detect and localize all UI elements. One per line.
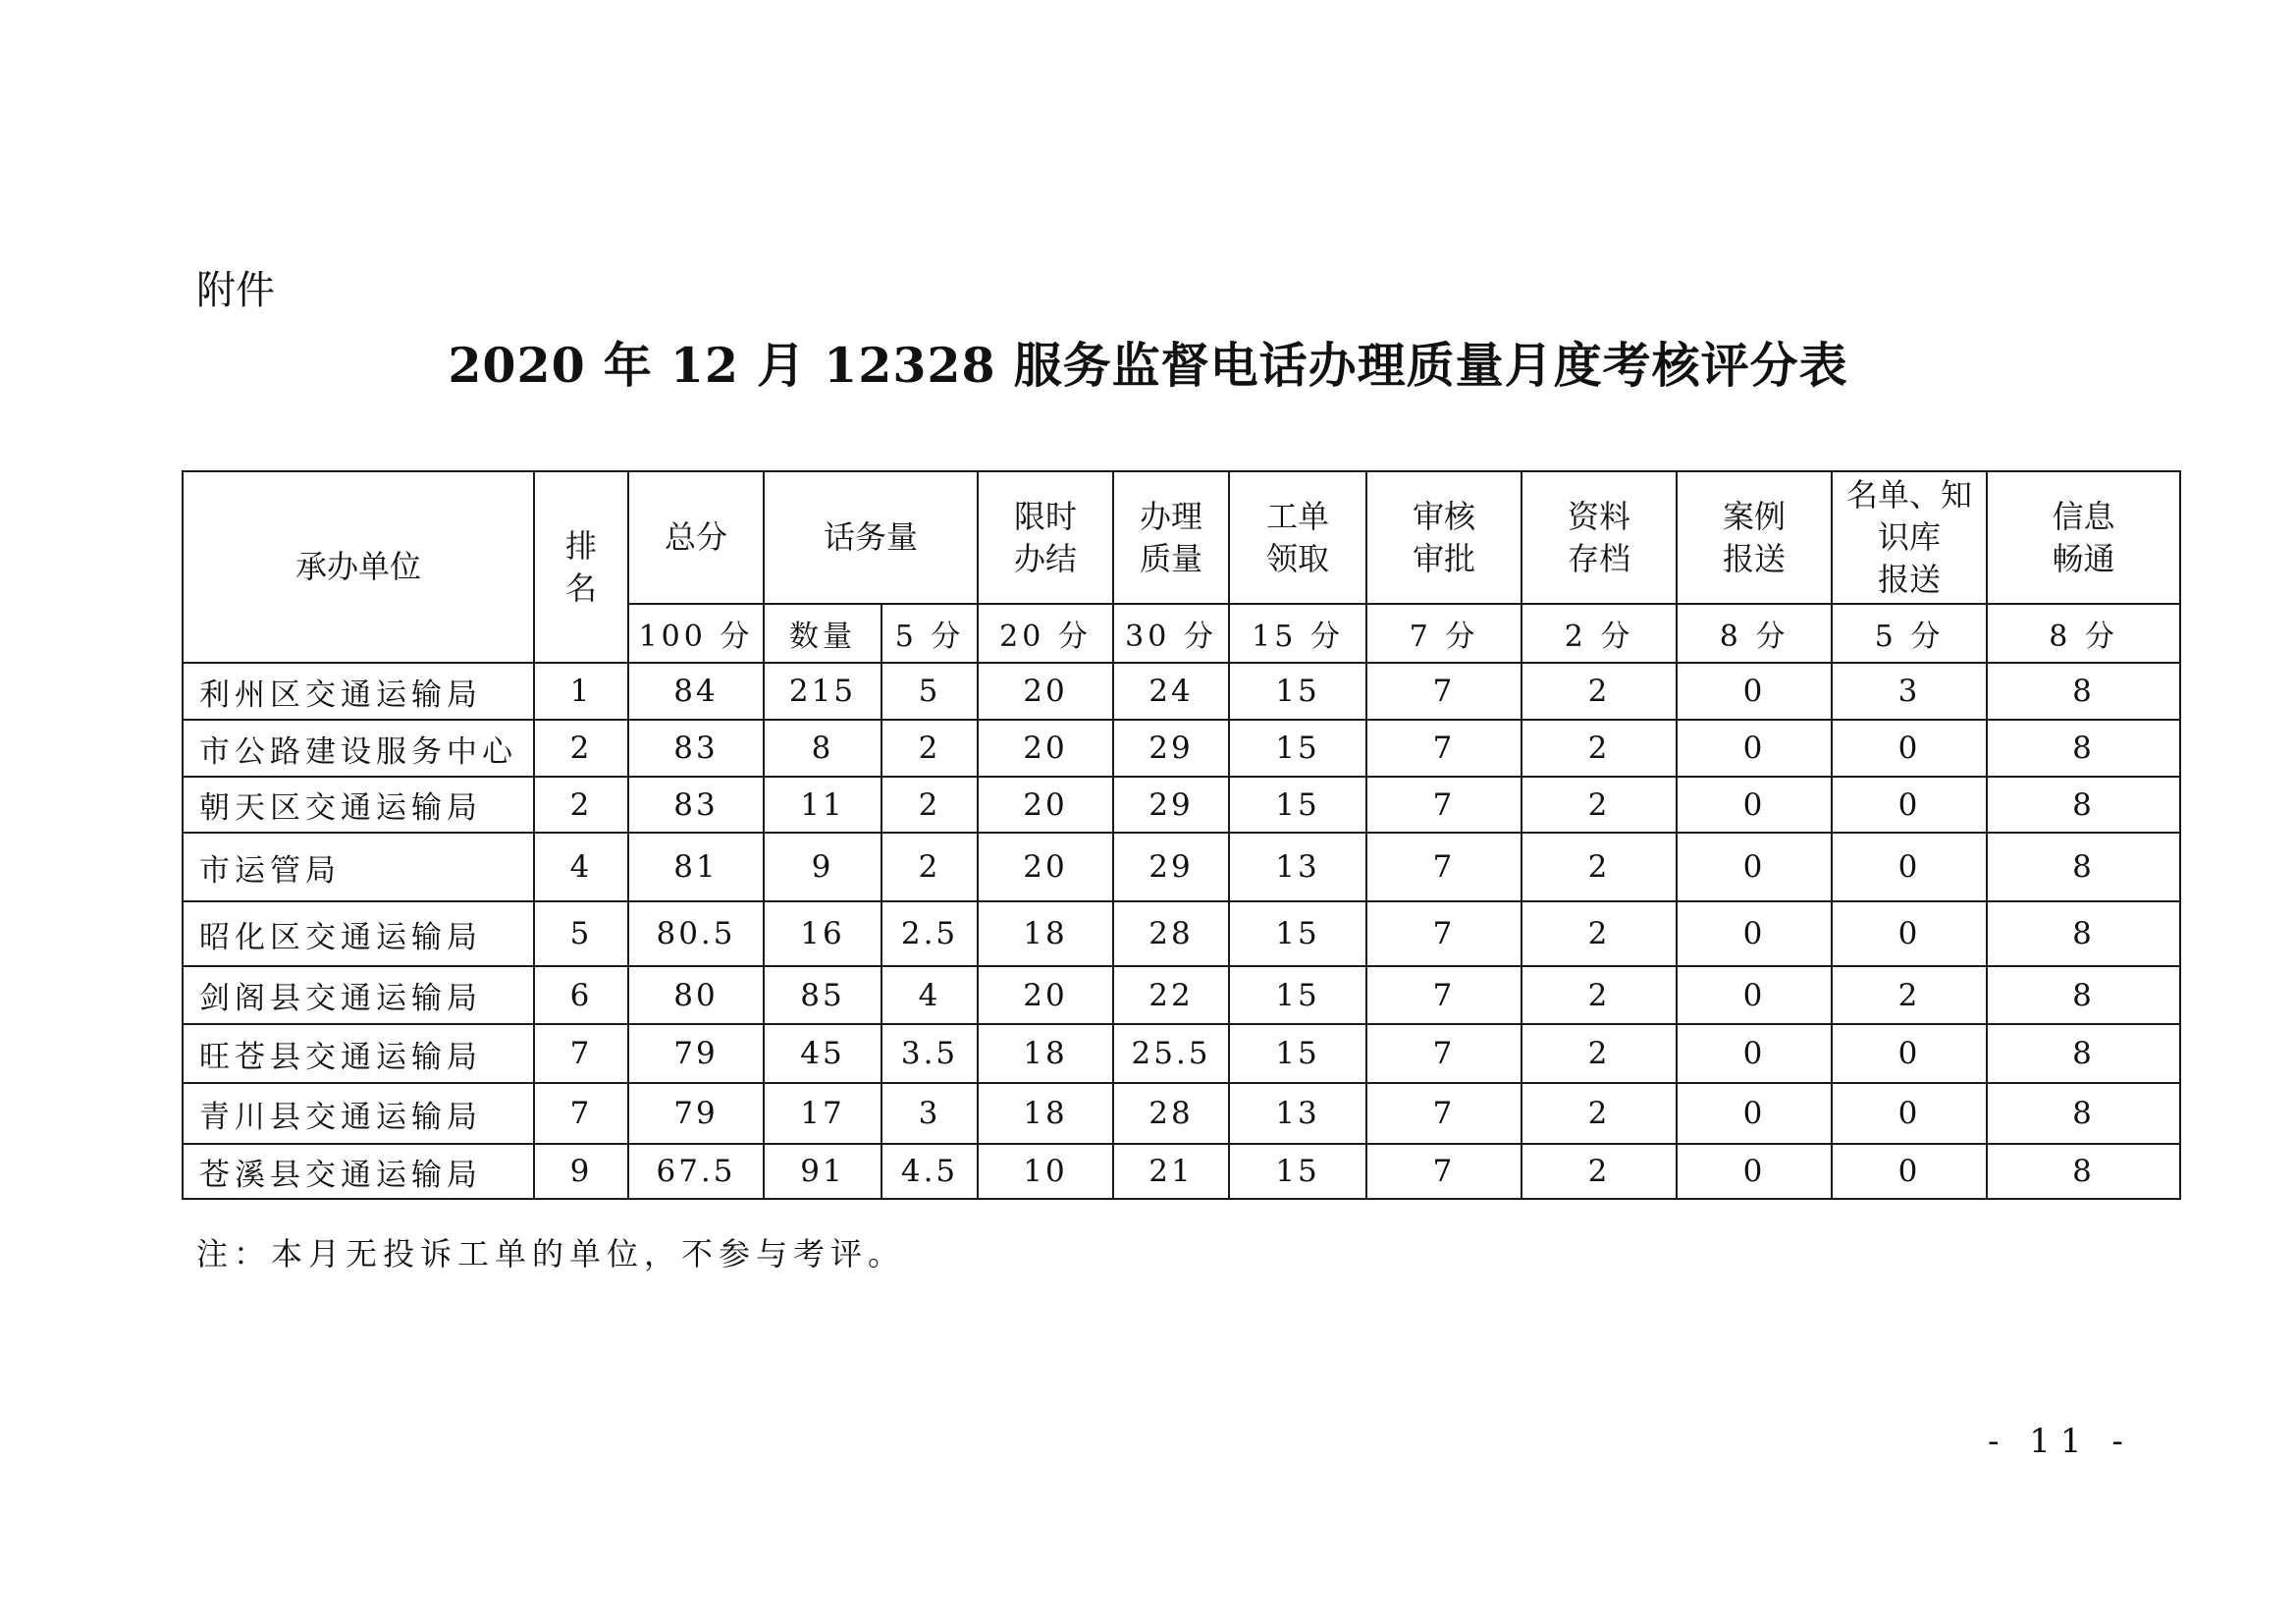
cell-time-limit: 20 bbox=[978, 663, 1113, 720]
cell-total: 81 bbox=[628, 833, 764, 901]
cell-time-limit: 10 bbox=[978, 1144, 1113, 1199]
cell-case: 0 bbox=[1677, 901, 1832, 966]
cell-time-limit: 20 bbox=[978, 833, 1113, 901]
cell-call-score: 3 bbox=[881, 1083, 978, 1144]
cell-total: 79 bbox=[628, 1024, 764, 1083]
cell-call-score: 5 bbox=[881, 663, 978, 720]
header-line: 工单 bbox=[1266, 497, 1330, 535]
cell-ticket: 15 bbox=[1229, 663, 1366, 720]
header-line: 质量 bbox=[1140, 539, 1203, 577]
cell-case: 0 bbox=[1677, 966, 1832, 1024]
cell-call-score: 2 bbox=[881, 833, 978, 901]
cell-total: 79 bbox=[628, 1083, 764, 1144]
cell-unit: 市公路建设服务中心 bbox=[183, 720, 534, 777]
cell-time-limit: 20 bbox=[978, 777, 1113, 833]
cell-list: 0 bbox=[1832, 777, 1987, 833]
cell-info: 8 bbox=[1987, 833, 2180, 901]
cell-review: 7 bbox=[1366, 663, 1522, 720]
subheader-call-points: 5 分 bbox=[881, 604, 978, 663]
cell-case: 0 bbox=[1677, 777, 1832, 833]
cell-unit: 市运管局 bbox=[183, 833, 534, 901]
cell-list: 2 bbox=[1832, 966, 1987, 1024]
cell-review: 7 bbox=[1366, 1083, 1522, 1144]
cell-review: 7 bbox=[1366, 720, 1522, 777]
header-total: 总分 bbox=[628, 471, 764, 604]
cell-case: 0 bbox=[1677, 1083, 1832, 1144]
cell-archive: 2 bbox=[1522, 663, 1677, 720]
cell-quality: 21 bbox=[1113, 1144, 1229, 1199]
cell-archive: 2 bbox=[1522, 1083, 1677, 1144]
cell-count: 16 bbox=[764, 901, 881, 966]
header-info-smooth bbox=[1987, 471, 2180, 604]
cell-count: 17 bbox=[764, 1083, 881, 1144]
cell-rank: 6 bbox=[534, 966, 628, 1024]
cell-archive: 2 bbox=[1522, 720, 1677, 777]
cell-quality: 28 bbox=[1113, 1083, 1229, 1144]
cell-call-score: 4 bbox=[881, 966, 978, 1024]
header-case-report bbox=[1677, 471, 1832, 604]
cell-rank: 1 bbox=[534, 663, 628, 720]
cell-quality: 29 bbox=[1113, 833, 1229, 901]
cell-call-score: 2 bbox=[881, 720, 978, 777]
cell-total: 80 bbox=[628, 966, 764, 1024]
cell-archive: 2 bbox=[1522, 833, 1677, 901]
cell-info: 8 bbox=[1987, 1024, 2180, 1083]
header-line: 信息 bbox=[2052, 497, 2115, 535]
cell-total: 83 bbox=[628, 777, 764, 833]
cell-total: 67.5 bbox=[628, 1144, 764, 1199]
cell-review: 7 bbox=[1366, 966, 1522, 1024]
cell-unit: 青川县交通运输局 bbox=[183, 1083, 534, 1144]
cell-unit: 苍溪县交通运输局 bbox=[183, 1144, 534, 1199]
cell-list: 0 bbox=[1832, 720, 1987, 777]
table-row bbox=[183, 966, 2180, 1024]
table-row bbox=[183, 901, 2180, 966]
table-row bbox=[183, 1083, 2180, 1144]
header-line: 报送 bbox=[1878, 561, 1942, 598]
header-ticket-claim bbox=[1229, 471, 1366, 604]
cell-rank: 7 bbox=[534, 1083, 628, 1144]
header-line: 识库 bbox=[1878, 518, 1942, 556]
cell-ticket: 15 bbox=[1229, 1024, 1366, 1083]
header-line: 限时 bbox=[1014, 497, 1078, 535]
cell-case: 0 bbox=[1677, 1144, 1832, 1199]
cell-rank: 4 bbox=[534, 833, 628, 901]
header-line: 报送 bbox=[1723, 539, 1787, 577]
page-number: - 11 - bbox=[1988, 1422, 2133, 1461]
cell-archive: 2 bbox=[1522, 777, 1677, 833]
cell-rank: 9 bbox=[534, 1144, 628, 1199]
table-row bbox=[183, 833, 2180, 901]
cell-rank: 2 bbox=[534, 720, 628, 777]
cell-archive: 2 bbox=[1522, 1144, 1677, 1199]
cell-case: 0 bbox=[1677, 720, 1832, 777]
cell-quality: 25.5 bbox=[1113, 1024, 1229, 1083]
cell-time-limit: 20 bbox=[978, 966, 1113, 1024]
score-table bbox=[182, 470, 2181, 1200]
cell-list: 0 bbox=[1832, 1024, 1987, 1083]
cell-archive: 2 bbox=[1522, 901, 1677, 966]
subheader-time-limit-points: 20 分 bbox=[978, 604, 1113, 663]
table-body bbox=[183, 663, 2180, 1199]
cell-total: 84 bbox=[628, 663, 764, 720]
header-line: 审批 bbox=[1413, 539, 1476, 577]
cell-unit: 利州区交通运输局 bbox=[183, 663, 534, 720]
cell-review: 7 bbox=[1366, 901, 1522, 966]
header-line: 名单、知 bbox=[1846, 476, 1973, 514]
cell-total: 80.5 bbox=[628, 901, 764, 966]
header-line: 审核 bbox=[1413, 497, 1476, 535]
cell-unit: 昭化区交通运输局 bbox=[183, 901, 534, 966]
cell-info: 8 bbox=[1987, 901, 2180, 966]
table-note: 注：本月无投诉工单的单位，不参与考评。 bbox=[196, 1235, 906, 1272]
header-review-approval bbox=[1366, 471, 1522, 604]
cell-list: 0 bbox=[1832, 1144, 1987, 1199]
header-line: 案例 bbox=[1723, 497, 1787, 535]
table-row bbox=[183, 1024, 2180, 1083]
subheader-list-points: 5 分 bbox=[1832, 604, 1987, 663]
cell-count: 45 bbox=[764, 1024, 881, 1083]
table-row bbox=[183, 1144, 2180, 1199]
cell-total: 83 bbox=[628, 720, 764, 777]
cell-time-limit: 20 bbox=[978, 720, 1113, 777]
header-line: 领取 bbox=[1266, 539, 1330, 577]
cell-ticket: 15 bbox=[1229, 720, 1366, 777]
cell-info: 8 bbox=[1987, 966, 2180, 1024]
cell-rank: 7 bbox=[534, 1024, 628, 1083]
cell-ticket: 15 bbox=[1229, 901, 1366, 966]
cell-info: 8 bbox=[1987, 663, 2180, 720]
header-line: 办理 bbox=[1140, 497, 1203, 535]
cell-call-score: 3.5 bbox=[881, 1024, 978, 1083]
cell-archive: 2 bbox=[1522, 1024, 1677, 1083]
cell-quality: 29 bbox=[1113, 777, 1229, 833]
header-rank-line: 名 bbox=[564, 568, 597, 607]
cell-ticket: 13 bbox=[1229, 1083, 1366, 1144]
cell-count: 11 bbox=[764, 777, 881, 833]
cell-call-score: 2 bbox=[881, 777, 978, 833]
subheader-quality-points: 30 分 bbox=[1113, 604, 1229, 663]
table-row bbox=[183, 777, 2180, 833]
header-archive bbox=[1522, 471, 1677, 604]
cell-unit: 旺苍县交通运输局 bbox=[183, 1024, 534, 1083]
subheader-ticket-points: 15 分 bbox=[1229, 604, 1366, 663]
cell-case: 0 bbox=[1677, 1024, 1832, 1083]
cell-list: 3 bbox=[1832, 663, 1987, 720]
cell-archive: 2 bbox=[1522, 966, 1677, 1024]
subheader-total-points: 100 分 bbox=[628, 604, 764, 663]
table-header bbox=[183, 471, 2180, 663]
cell-count: 91 bbox=[764, 1144, 881, 1199]
cell-time-limit: 18 bbox=[978, 1083, 1113, 1144]
cell-quality: 28 bbox=[1113, 901, 1229, 966]
cell-case: 0 bbox=[1677, 833, 1832, 901]
cell-review: 7 bbox=[1366, 833, 1522, 901]
cell-time-limit: 18 bbox=[978, 901, 1113, 966]
header-rank-line: 排 bbox=[564, 526, 597, 565]
cell-unit: 朝天区交通运输局 bbox=[183, 777, 534, 833]
table-row bbox=[183, 663, 2180, 720]
cell-case: 0 bbox=[1677, 663, 1832, 720]
cell-list: 0 bbox=[1832, 901, 1987, 966]
cell-ticket: 15 bbox=[1229, 1144, 1366, 1199]
subheader-info-points: 8 分 bbox=[1987, 604, 2180, 663]
cell-unit: 剑阁县交通运输局 bbox=[183, 966, 534, 1024]
cell-ticket: 15 bbox=[1229, 966, 1366, 1024]
cell-info: 8 bbox=[1987, 720, 2180, 777]
header-list-knowledge bbox=[1832, 471, 1987, 604]
cell-quality: 29 bbox=[1113, 720, 1229, 777]
table-row bbox=[183, 720, 2180, 777]
cell-info: 8 bbox=[1987, 1083, 2180, 1144]
cell-count: 9 bbox=[764, 833, 881, 901]
cell-ticket: 15 bbox=[1229, 777, 1366, 833]
header-time-limit bbox=[978, 471, 1113, 604]
cell-info: 8 bbox=[1987, 777, 2180, 833]
subheader-review-points: 7 分 bbox=[1366, 604, 1522, 663]
header-line: 办结 bbox=[1014, 539, 1078, 577]
cell-time-limit: 18 bbox=[978, 1024, 1113, 1083]
cell-rank: 5 bbox=[534, 901, 628, 966]
header-call-volume: 话务量 bbox=[764, 471, 978, 604]
cell-info: 8 bbox=[1987, 1144, 2180, 1199]
cell-count: 85 bbox=[764, 966, 881, 1024]
cell-review: 7 bbox=[1366, 1144, 1522, 1199]
subheader-case-points: 8 分 bbox=[1677, 604, 1832, 663]
subheader-archive-points: 2 分 bbox=[1522, 604, 1677, 663]
header-unit: 承办单位 bbox=[183, 471, 534, 663]
header-rank bbox=[534, 471, 628, 663]
cell-list: 0 bbox=[1832, 833, 1987, 901]
cell-rank: 2 bbox=[534, 777, 628, 833]
cell-review: 7 bbox=[1366, 1024, 1522, 1083]
cell-count: 215 bbox=[764, 663, 881, 720]
cell-ticket: 13 bbox=[1229, 833, 1366, 901]
header-line: 存档 bbox=[1568, 539, 1631, 577]
cell-call-score: 2.5 bbox=[881, 901, 978, 966]
header-handling-quality bbox=[1113, 471, 1229, 604]
cell-quality: 22 bbox=[1113, 966, 1229, 1024]
cell-quality: 24 bbox=[1113, 663, 1229, 720]
header-line: 畅通 bbox=[2052, 539, 2115, 577]
attachment-label: 附件 bbox=[196, 268, 275, 313]
cell-call-score: 4.5 bbox=[881, 1144, 978, 1199]
cell-count: 8 bbox=[764, 720, 881, 777]
cell-review: 7 bbox=[1366, 777, 1522, 833]
document-title: 2020 年 12 月 12328 服务监督电话办理质量月度考核评分表 bbox=[448, 337, 1848, 394]
header-row bbox=[183, 471, 2180, 604]
subheader-count: 数量 bbox=[764, 604, 881, 663]
cell-list: 0 bbox=[1832, 1083, 1987, 1144]
header-line: 资料 bbox=[1568, 497, 1631, 535]
